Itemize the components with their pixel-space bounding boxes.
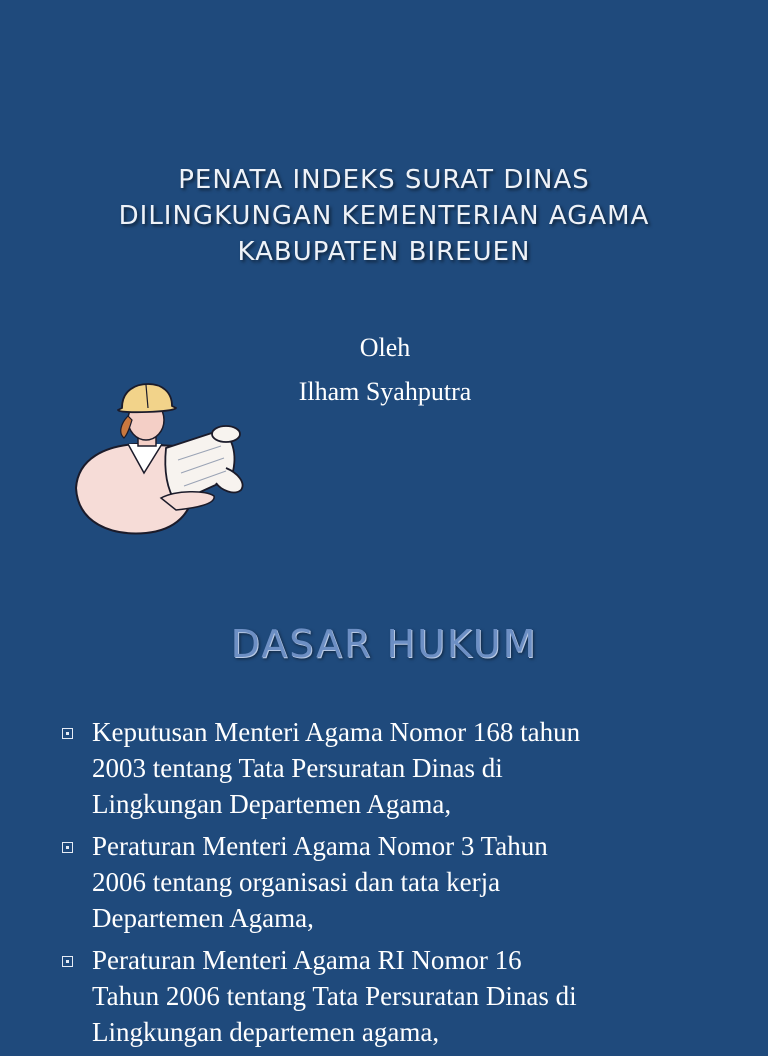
square-bullet-icon [62,728,73,739]
author-prefix: Oleh [359,333,411,362]
slide-title-line: PENATA INDEKS SURAT DINAS [178,165,590,195]
square-bullet-icon [62,956,73,967]
list-item-line: Peraturan Menteri Agama RI Nomor 16 [92,945,522,975]
list-item-line: Tahun 2006 tentang Tata Persuratan Dinas di [92,981,577,1011]
slide-title-line: KABUPATEN BIREUEN [237,237,531,267]
slide-title-line: DILINGKUNGAN KEMENTERIAN AGAMA [118,201,650,231]
square-bullet-icon [62,842,73,853]
list-item-line: Departemen Agama, [92,903,314,933]
list-item-line: Lingkungan departemen agama, [92,1017,440,1047]
list-item [56,942,746,1050]
list-item-line: 2003 tentang Tata Persuratan Dinas di [92,753,503,783]
legal-basis-list [56,714,746,1056]
worker-with-blueprint-icon [66,378,266,538]
list-item-line: Peraturan Menteri Agama Nomor 3 Tahun [92,831,548,861]
list-item-line: Keputusan Menteri Agama Nomor 168 tahun [92,717,581,747]
section-heading: DASAR HUKUM [230,622,538,666]
list-item-line: Lingkungan Departemen Agama, [92,789,452,819]
list-item [56,714,746,822]
list-item-line: 2006 tentang organisasi dan tata kerja [92,867,501,897]
author-name: Ilham Syahputra [298,377,472,406]
slide-title [60,162,708,270]
list-item [56,828,746,936]
